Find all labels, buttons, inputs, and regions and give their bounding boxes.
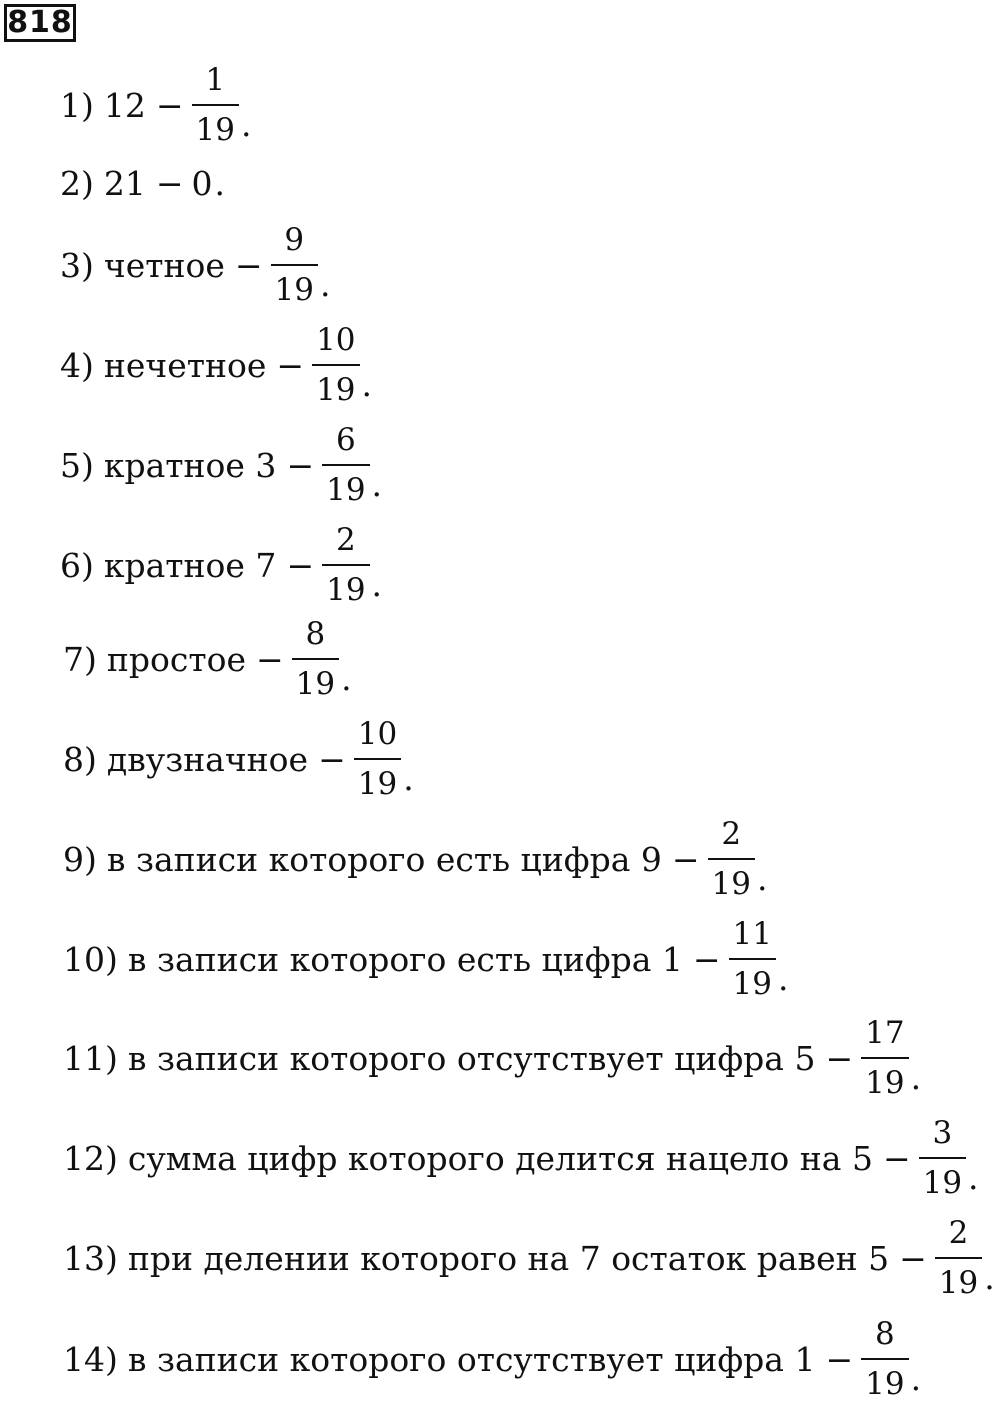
answer-line-14 [63,1309,921,1409]
fraction [354,716,401,803]
period: . [341,658,352,698]
answer-line-13 [63,1208,995,1308]
fraction-bar [729,958,776,961]
numerator: 2 [721,815,742,852]
denominator: 19 [274,272,314,309]
item-text: нечетное [103,345,267,385]
dash: − [825,1339,854,1379]
answer-line-8 [63,709,414,809]
item-label: 9) [63,839,97,879]
dash: − [234,245,263,285]
denominator: 19 [295,666,336,703]
period: . [371,564,383,604]
problem-number: 818 [4,4,76,42]
period: . [319,264,331,304]
item-text: двузначное [106,739,309,779]
denominator: 19 [357,766,398,803]
fraction [919,1115,966,1202]
fraction-bar [708,858,755,861]
dash: − [155,85,184,125]
denominator: 19 [326,472,366,509]
dash: − [256,639,284,679]
fraction-bar [919,1157,966,1160]
fraction [861,1316,908,1403]
fraction-bar [271,264,318,267]
answer-line-11 [63,1008,921,1108]
item-value: 0 [191,163,213,203]
fraction-bar [322,464,369,467]
fraction [312,322,359,409]
denominator: 19 [865,1366,905,1403]
dash: − [671,839,700,879]
dash: − [899,1238,927,1278]
item-label: 6) [60,545,94,585]
answer-line-6 [60,515,382,615]
dash: − [825,1038,854,1078]
item-label: 2) [60,163,94,203]
period: . [778,958,789,998]
item-text: кратное 7 [103,545,277,585]
numerator: 17 [865,1014,905,1051]
period: . [757,858,768,898]
dash: − [692,939,721,979]
numerator: 3 [932,1114,953,1151]
denominator: 19 [865,1065,905,1102]
item-text: 21 [103,163,146,203]
item-label: 14) [63,1339,118,1379]
item-text: четное [103,245,225,285]
item-label: 10) [63,939,118,979]
dash: − [276,345,305,385]
fraction-bar [861,1057,908,1060]
period: . [361,364,373,404]
period: . [910,1358,922,1398]
dash: − [318,739,346,779]
fraction-bar [292,658,339,661]
item-label: 8) [63,739,97,779]
fraction-bar [354,758,401,761]
fraction-bar [935,1257,982,1260]
item-label: 1) [60,85,94,125]
numerator: 10 [316,321,356,358]
fraction-bar [861,1358,908,1361]
item-label: 11) [63,1038,118,1078]
answer-line-4 [60,315,372,415]
fraction-bar [192,104,239,107]
period: . [984,1257,995,1297]
denominator: 19 [195,112,235,149]
fraction-bar [312,364,359,367]
fraction [322,522,369,609]
answer-line-9 [63,809,768,909]
fraction-bar [322,564,369,567]
period: . [214,163,226,203]
fraction [322,422,369,509]
item-label: 3) [60,245,94,285]
fraction [861,1015,908,1102]
item-text: в записи которого есть цифра 1 [127,939,683,979]
item-text: кратное 3 [103,445,277,485]
item-text: в записи которого отсутствует цифра 1 [127,1339,816,1379]
answer-line-7 [63,609,352,709]
fraction [729,916,776,1003]
denominator: 19 [922,1165,963,1202]
item-text: в записи которого есть цифра 9 [106,839,662,879]
period: . [371,464,383,504]
denominator: 19 [316,372,356,409]
item-label: 7) [63,639,97,679]
item-label: 13) [63,1238,118,1278]
item-text: в записи которого отсутствует цифра 5 [127,1038,816,1078]
numerator: 1 [205,61,226,98]
item-label: 4) [60,345,94,385]
numerator: 10 [357,715,398,752]
numerator: 2 [948,1214,969,1251]
numerator: 9 [284,221,305,258]
item-text: простое [106,639,246,679]
fraction [708,816,755,903]
answer-line-12 [63,1108,979,1208]
fraction [935,1215,982,1302]
dash: − [286,445,315,485]
period: . [240,104,252,144]
dash: − [286,545,315,585]
item-label: 5) [60,445,94,485]
item-label: 12) [63,1138,118,1178]
numerator: 8 [305,615,326,652]
denominator: 19 [326,572,366,609]
denominator: 19 [938,1265,979,1302]
fraction [292,616,339,703]
numerator: 8 [874,1315,895,1352]
answer-line-5 [60,415,382,515]
item-text: сумма цифр которого делится нацело на 5 [127,1138,873,1178]
period: . [968,1157,979,1197]
answer-line-3 [60,215,330,315]
item-text: при делении которого на 7 остаток равен 5 [127,1238,890,1278]
numerator: 11 [732,915,772,952]
numerator: 2 [335,521,356,558]
item-text: 12 [103,85,146,125]
denominator: 19 [732,966,772,1003]
period: . [403,758,414,798]
numerator: 6 [335,421,356,458]
answer-line-10 [63,909,789,1009]
dash: − [155,163,184,203]
denominator: 19 [711,866,751,903]
dash: − [882,1138,911,1178]
period: . [910,1057,922,1097]
fraction [271,222,318,309]
